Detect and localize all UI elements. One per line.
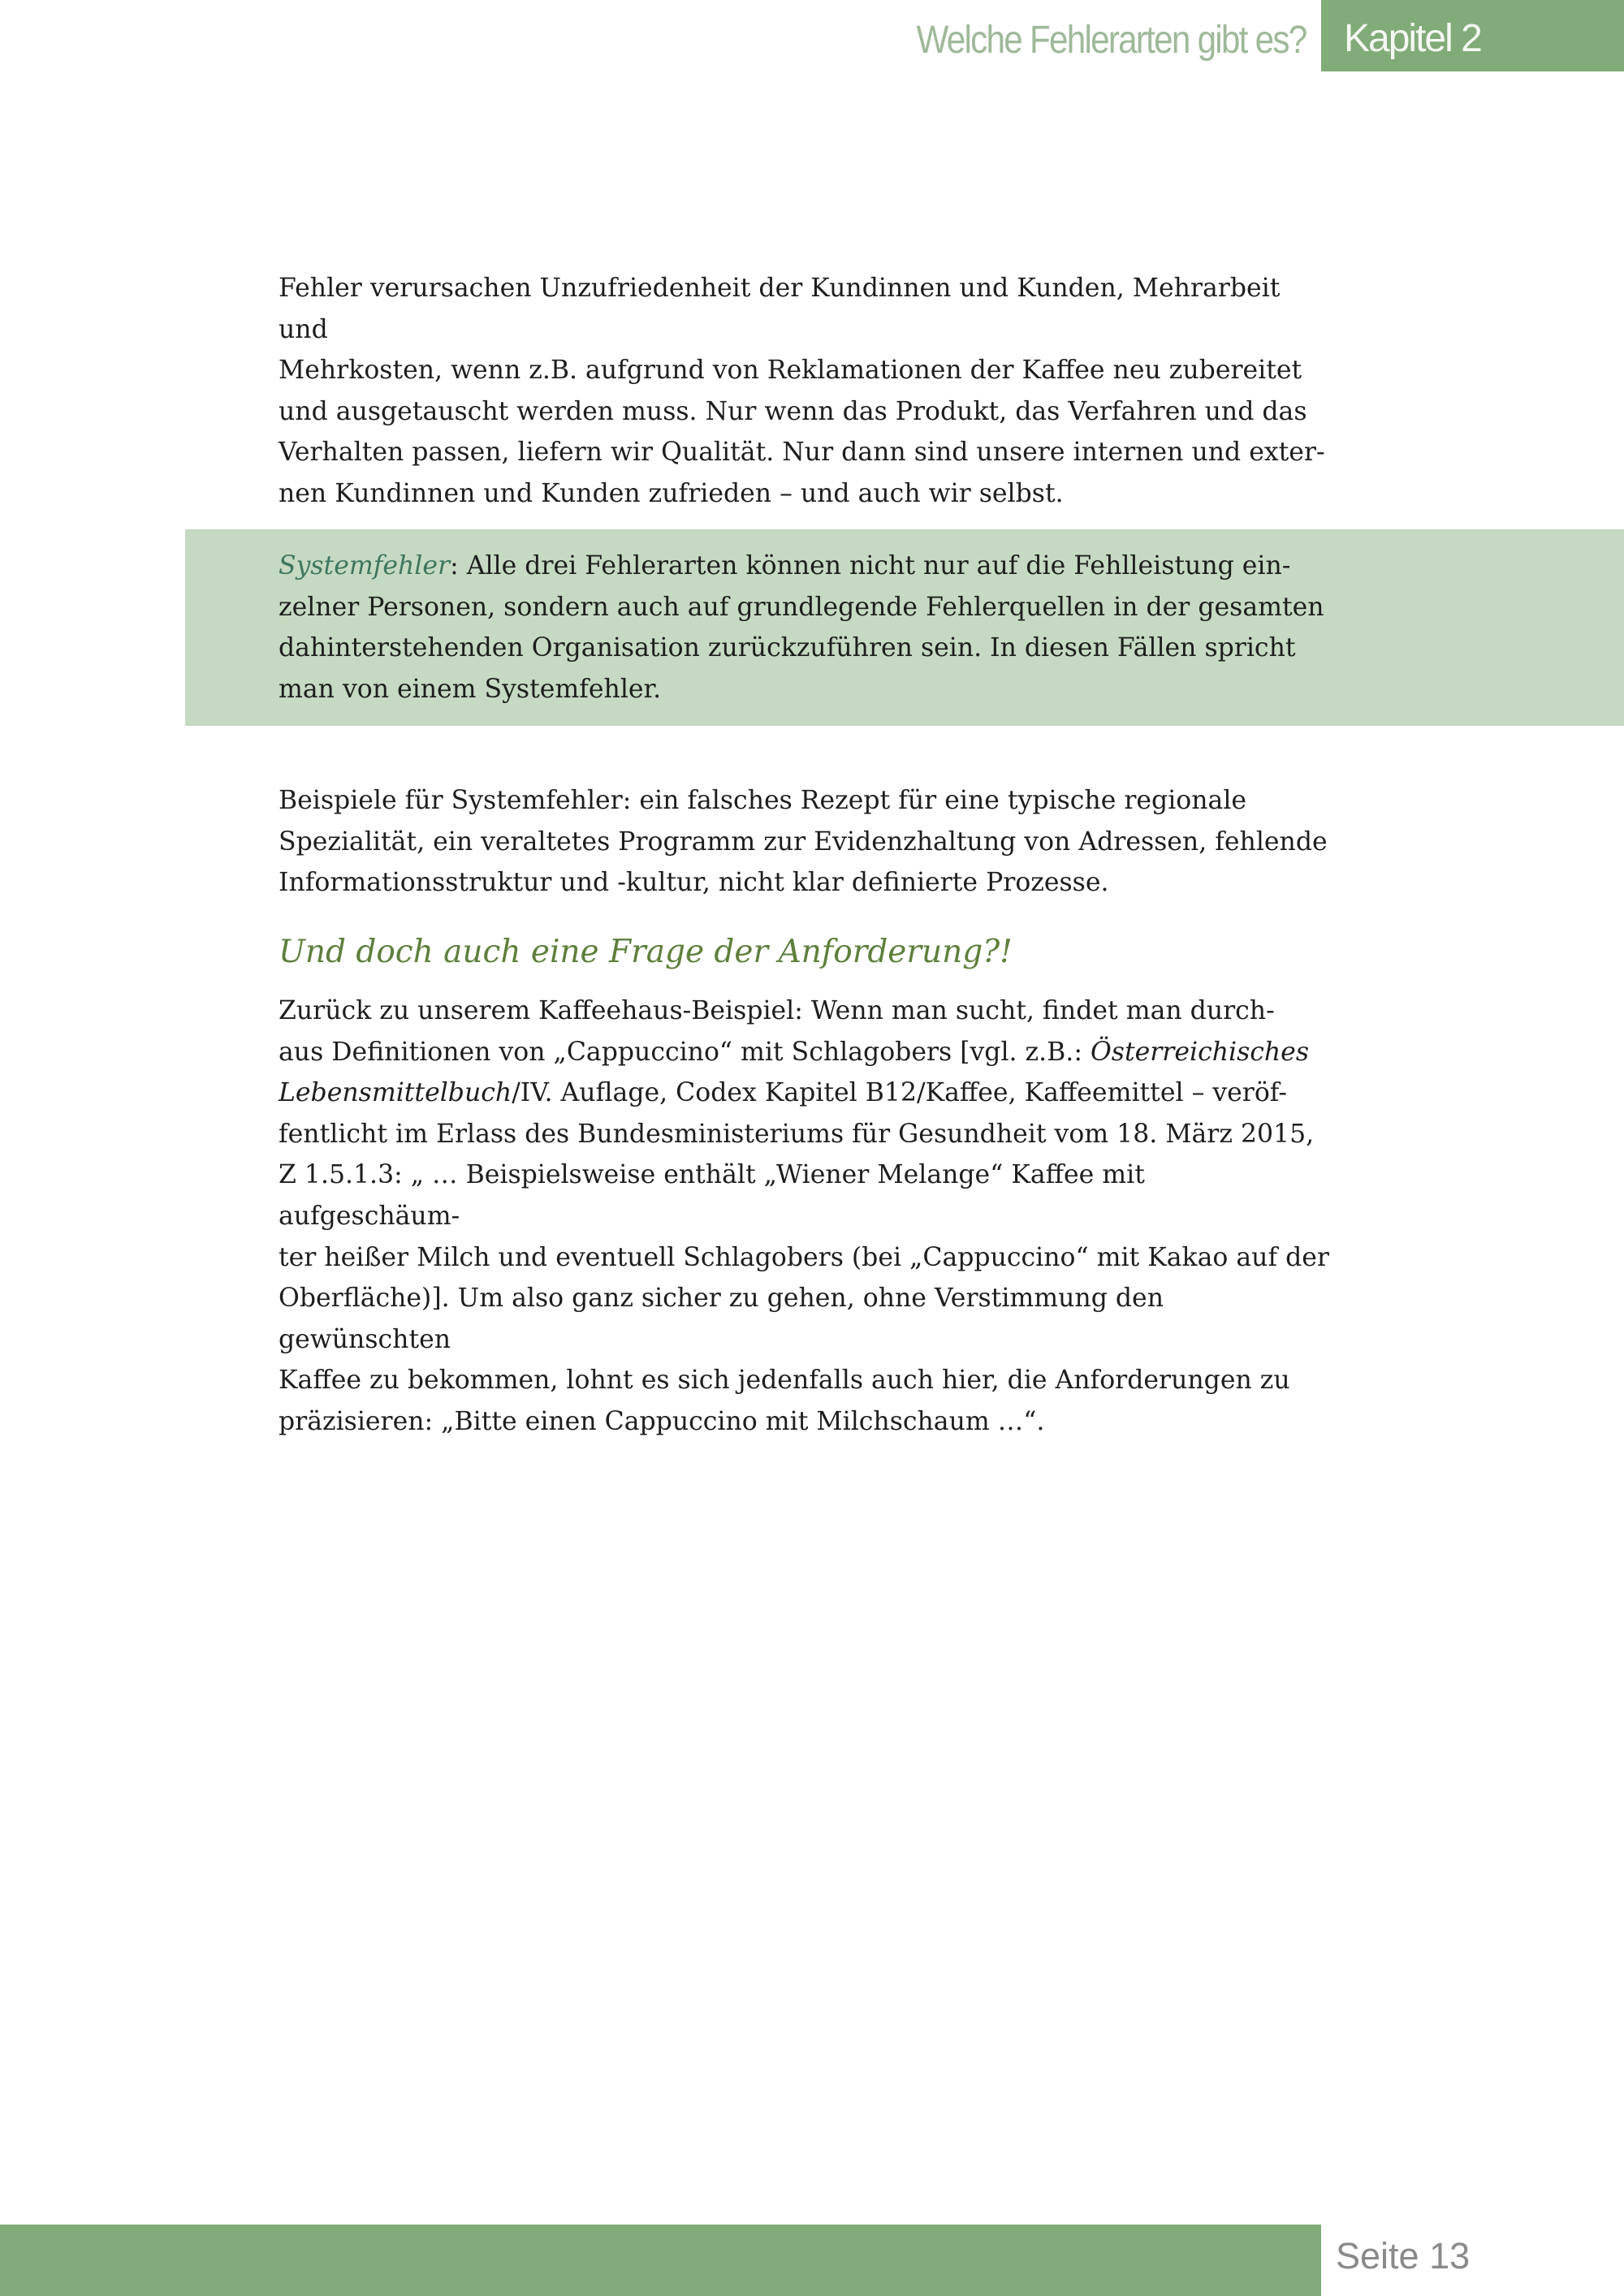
header-chapter-tab: Kapitel 2 <box>1321 0 1624 71</box>
intro-paragraph: Fehler verursachen Unzufriedenheit der Kundinnen und Kunden, Mehrarbeit und Mehrkosten, wenn z.B. aufgrund von Reklamationen der Kaffee neu zubereitet und ausgetauscht werden muss. Nur wenn das Produkt, das Verfahren und das Verhalten passen, liefern wir Qualität. Nur dann sind unsere internen und exter- nen Kundinnen und Kunden zufrieden – und auch wir selbst. <box>279 274 1325 508</box>
header-section-title: Welche Fehlerarten gibt es? <box>916 19 1306 62</box>
coffeehouse-text-part-2: /IV. Auflage, Codex Kapitel B12/Kaffee, Kaffeemittel – veröf- fentlicht im Erlass des Bundesministeriums für Gesundheit vom 18. März 2015, Z 1.5.1.3: „ … Beispielsweise enthält „Wiener Melange“ Kaffee mit aufgeschäum- ter heißer Milch und eventuell Schlagobers (bei „Cappuccino“ mit Kakao auf der Oberfläche)]. Um also ganz sicher zu gehen, ohne Verstimmung den gewünschten Kaffee zu bekommen, lohnt es sich jedenfalls auch hier, die Anforderungen zu präzisieren: „Bitte einen Cappuccino mit Milchschaum …“. <box>279 1078 1329 1436</box>
info-box-text <box>279 546 1334 710</box>
coffeehouse-paragraph <box>279 990 1334 1443</box>
section-subheading: Und doch auch eine Frage der Anforderung?! <box>279 934 1013 970</box>
info-box-definition: : Alle drei Fehlerarten können nicht nur auf die Fehlleistung ein- zelner Personen, sondern auch auf grundlegende Fehlerquellen in der gesamten dahinterstehenden Organisation zurückzuführen sein. In diesen Fällen spricht man von einem Systemfehler. <box>279 551 1324 704</box>
coffeehouse-book-title: Österreichisches Lebensmittelbuch <box>279 1037 1309 1108</box>
examples-paragraph: Beispiele für Systemfehler: ein falsches Rezept für eine typische regionale Spezialität, ein veraltetes Programm zur Evidenzhaltung von Adressen, fehlende Informationsstruktur und -kultur, nicht klar definierte Prozesse. <box>279 786 1328 898</box>
footer-bar <box>0 2225 1321 2296</box>
info-box-term: Systemfehler <box>279 551 451 580</box>
page-number: Seite 13 <box>1336 2235 1471 2277</box>
coffeehouse-text-part-1: Zurück zu unserem Kaffeehaus-Beispiel: Wenn man sucht, findet man durch- aus Definitionen von „Cappuccino“ mit Schlagobers [vgl. z.B.: <box>279 996 1275 1067</box>
systemfehler-info-box <box>185 529 1624 726</box>
